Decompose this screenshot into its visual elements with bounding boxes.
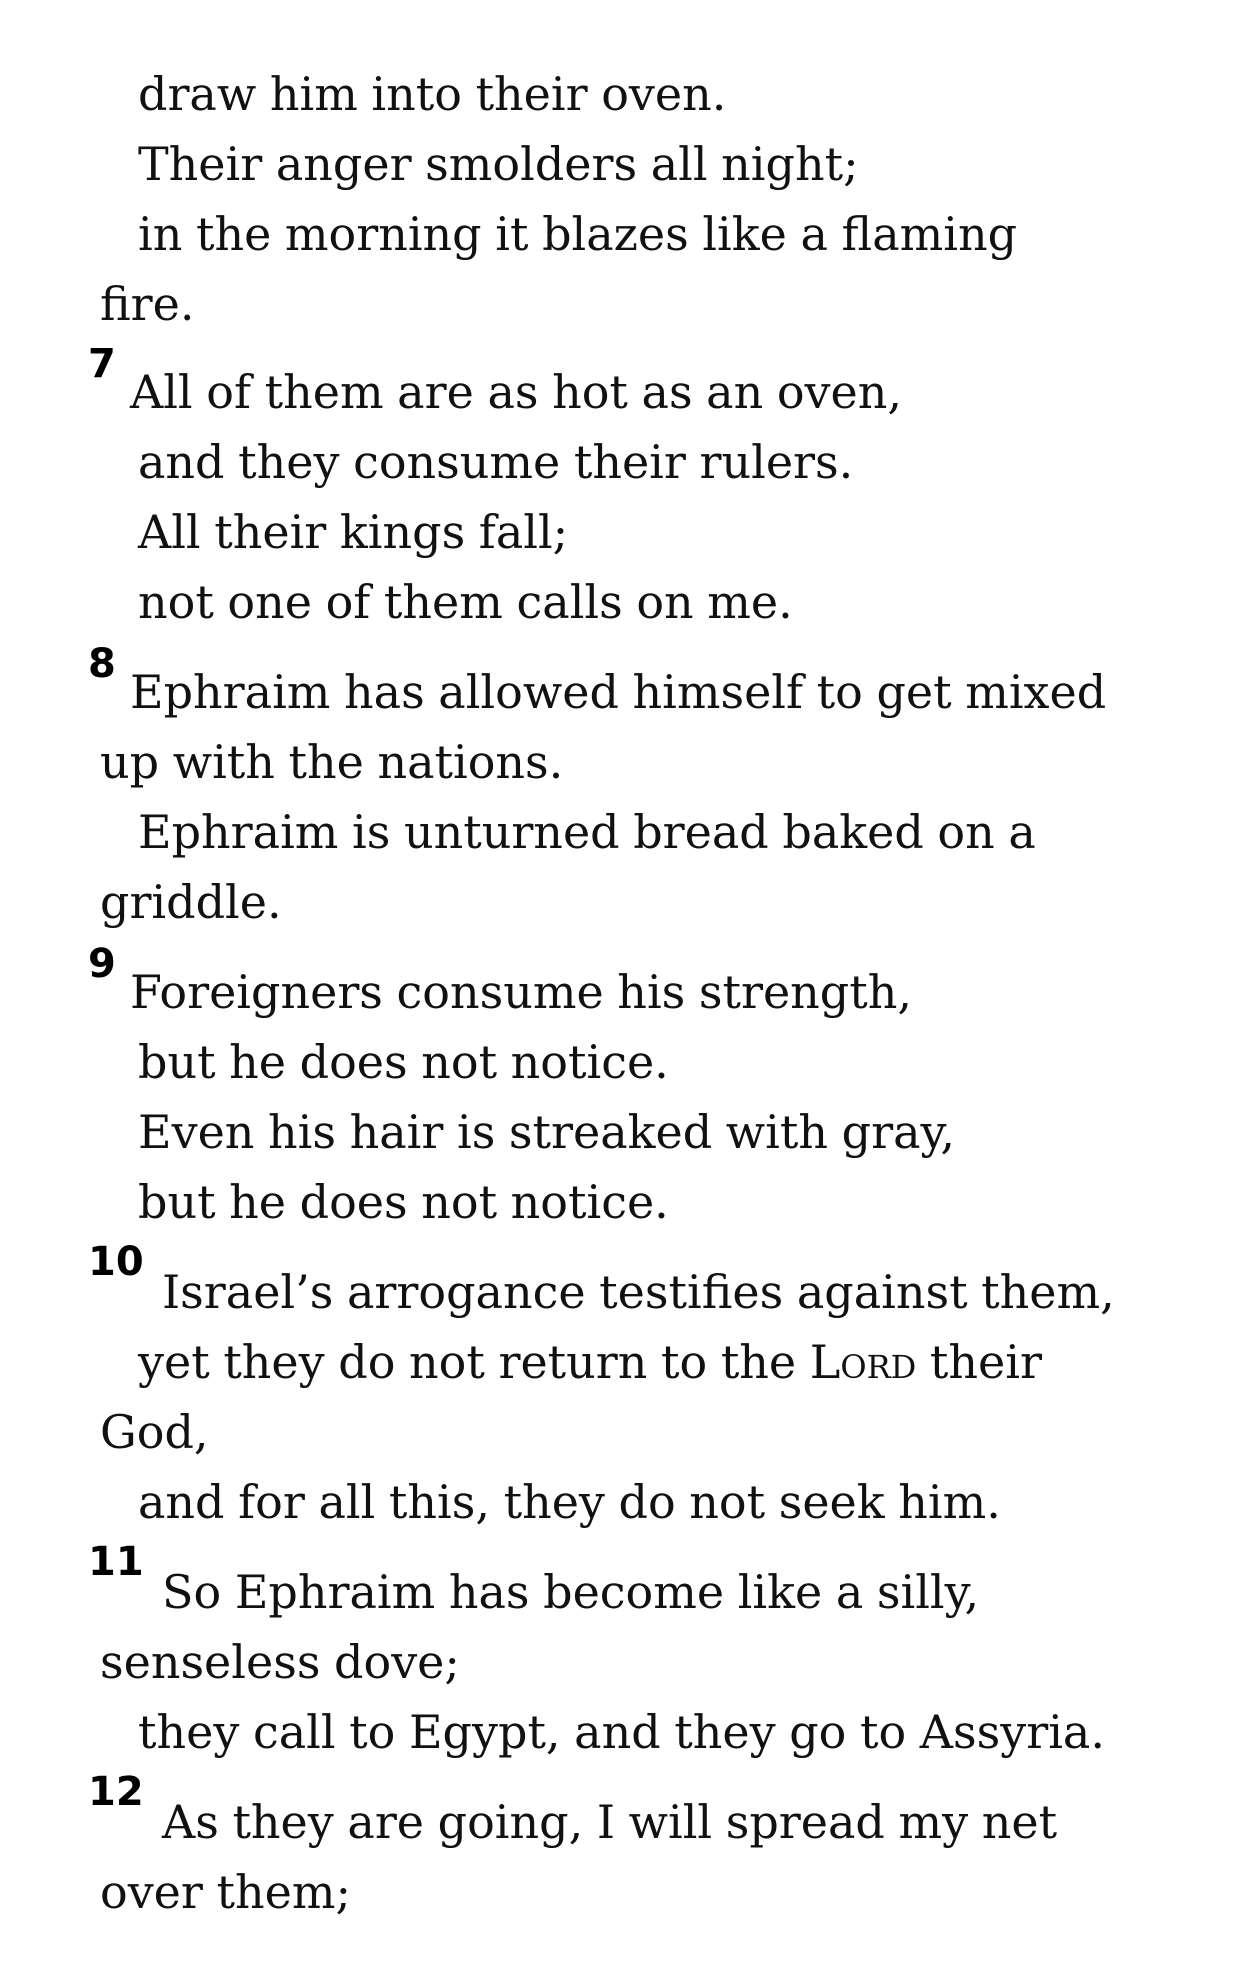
poetry-line: and for all this, they do not seek him. xyxy=(138,1475,1001,1529)
poetry-line: Ephraim is unturned bread baked on a xyxy=(138,805,1036,859)
poetry-line: griddle. xyxy=(100,875,282,929)
poetry-line: not one of them calls on me. xyxy=(138,575,793,629)
verse-number: 11 xyxy=(88,1539,144,1585)
poetry-line: over them; xyxy=(100,1865,351,1919)
poetry-line: up with the nations. xyxy=(100,735,564,789)
poetry-line: in the morning it blazes like a flaming xyxy=(138,207,1018,261)
divine-name: Lord xyxy=(809,1335,917,1389)
poetry-line: Ephraim has allowed himself to get mixed xyxy=(130,665,1107,719)
verse-number: 8 xyxy=(88,641,116,687)
verse-number: 10 xyxy=(88,1239,144,1285)
poetry-line: draw him into their oven. xyxy=(138,67,727,121)
poetry-line: they call to Egypt, and they go to Assyria. xyxy=(138,1705,1105,1759)
poetry-line: All of them are as hot as an oven, xyxy=(130,365,903,419)
poetry-line: and they consume their rulers. xyxy=(138,435,854,489)
poetry-line: but he does not notice. xyxy=(138,1175,669,1229)
poetry-line: As they are going, I will spread my net xyxy=(162,1795,1058,1849)
poetry-line: but he does not notice. xyxy=(138,1035,669,1089)
poetry-line: God, xyxy=(100,1405,209,1459)
poetry-line: Foreigners consume his strength, xyxy=(130,965,912,1019)
verse-number: 9 xyxy=(88,941,116,987)
poetry-line: So Ephraim has become like a silly, xyxy=(162,1565,980,1619)
verse-number: 7 xyxy=(88,341,116,387)
poetry-line xyxy=(138,1334,1042,1390)
poetry-line: Even his hair is streaked with gray, xyxy=(138,1105,955,1159)
poetry-line: senseless dove; xyxy=(100,1635,460,1689)
line-text: yet they do not return to the xyxy=(138,1335,810,1389)
verse-number: 12 xyxy=(88,1769,144,1815)
poetry-line: All their kings fall; xyxy=(138,505,569,559)
poetry-line: Their anger smolders all night; xyxy=(138,137,859,191)
poetry-line: Israel’s arrogance testifies against them, xyxy=(162,1265,1115,1319)
poetry-line: fire. xyxy=(100,277,195,331)
line-text: their xyxy=(916,1335,1042,1389)
